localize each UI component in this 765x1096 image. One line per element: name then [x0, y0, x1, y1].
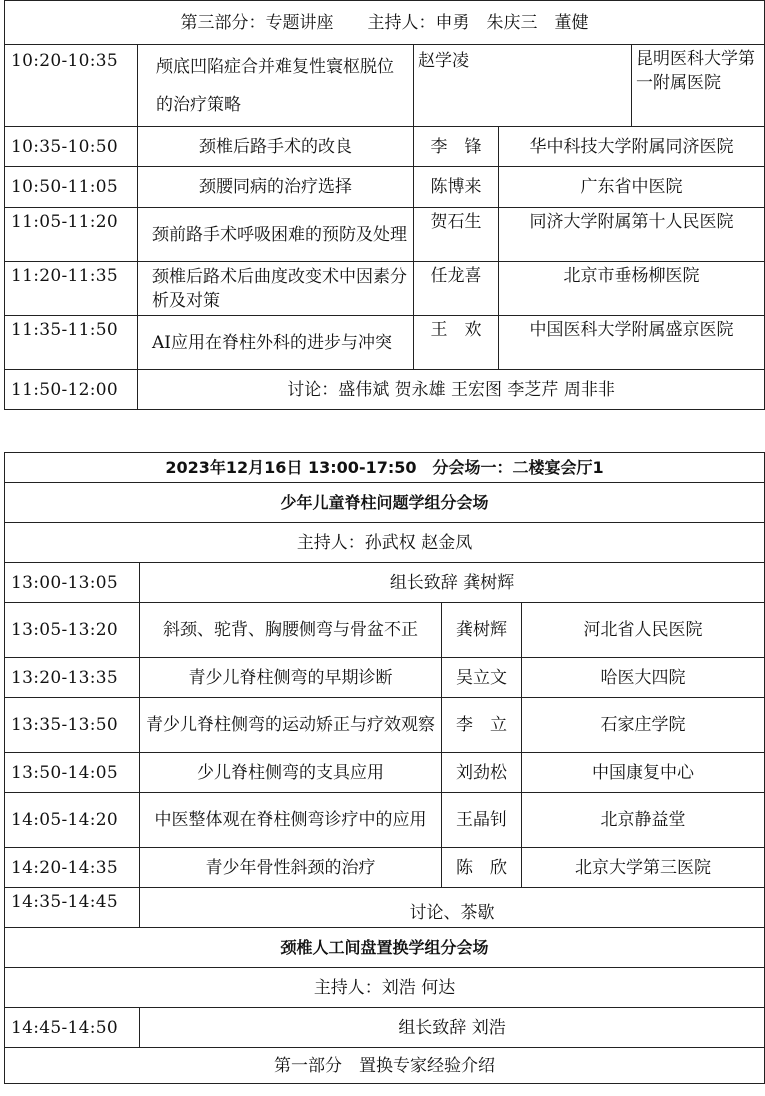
- topic-cell: 颈腰同病的治疗选择: [138, 167, 414, 208]
- table-row: [5, 698, 765, 753]
- speaker-cell: 龚树辉: [442, 603, 522, 658]
- part-row: [5, 1048, 765, 1084]
- agenda-table-morning: [4, 0, 765, 410]
- table-row: [5, 316, 765, 370]
- opening-text: 组长致辞 刘浩: [140, 1008, 765, 1048]
- hosts-row: [5, 968, 765, 1008]
- speaker-cell: 李 锋: [414, 127, 499, 167]
- speaker-cell: 王 欢: [414, 316, 499, 370]
- topic-cell: 青少儿脊柱侧弯的早期诊断: [140, 658, 442, 698]
- group2-title: 颈椎人工间盘置换学组分会场: [5, 928, 765, 968]
- part1-title: 第一部分 置换专家经验介绍: [5, 1048, 765, 1084]
- hospital-cell: 北京市垂杨柳医院: [499, 262, 765, 316]
- time-cell: 11:50-12:00: [5, 370, 138, 410]
- date-header: 2023年12月16日 13:00-17:50 分会场一：二楼宴会厅1: [5, 453, 765, 483]
- break-text: 讨论、茶歇: [140, 888, 765, 928]
- date-header-row: [5, 453, 765, 483]
- hospital-cell: 同济大学附属第十人民医院: [499, 208, 765, 262]
- hospital-cell: 华中科技大学附属同济医院: [499, 127, 765, 167]
- topic-cell: 少儿脊柱侧弯的支具应用: [140, 753, 442, 793]
- topic-cell: 颅底凹陷症合并难复性寰枢脱位的治疗策略: [138, 45, 414, 127]
- table-row: [5, 127, 765, 167]
- hospital-cell: 哈医大四院: [522, 658, 765, 698]
- hospital-cell: 广东省中医院: [499, 167, 765, 208]
- time-cell: 11:20-11:35: [5, 262, 138, 316]
- time-cell: 14:05-14:20: [5, 793, 140, 848]
- table-row: [5, 208, 765, 262]
- speaker-cell: 王晶钊: [442, 793, 522, 848]
- topic-cell: 中医整体观在脊柱侧弯诊疗中的应用: [140, 793, 442, 848]
- time-cell: 13:35-13:50: [5, 698, 140, 753]
- group-title-row: [5, 928, 765, 968]
- topic-cell: 斜颈、驼背、胸腰侧弯与骨盆不正: [140, 603, 442, 658]
- topic-cell: 青少年骨性斜颈的治疗: [140, 848, 442, 888]
- hospital-cell: 中国康复中心: [522, 753, 765, 793]
- speaker-cell: 陈 欣: [442, 848, 522, 888]
- hospital-cell: 河北省人民医院: [522, 603, 765, 658]
- topic-cell: 颈椎后路手术的改良: [138, 127, 414, 167]
- opening-row: [5, 1008, 765, 1048]
- topic-cell: AI应用在脊柱外科的进步与冲突: [138, 316, 414, 370]
- speaker-cell: 任龙喜: [414, 262, 499, 316]
- time-cell: 11:35-11:50: [5, 316, 138, 370]
- time-cell: 13:20-13:35: [5, 658, 140, 698]
- hospital-cell: 中国医科大学附属盛京医院: [499, 316, 765, 370]
- topic-cell: 青少儿脊柱侧弯的运动矫正与疗效观察: [140, 698, 442, 753]
- session-header: 第三部分：专题讲座 主持人：申勇 朱庆三 董健: [5, 1, 765, 45]
- time-cell: 10:50-11:05: [5, 167, 138, 208]
- hosts-row: [5, 523, 765, 563]
- time-cell: 13:50-14:05: [5, 753, 140, 793]
- session-header-row: [5, 1, 765, 45]
- discussion-text: 讨论：盛伟斌 贺永雄 王宏图 李芝芹 周非非: [138, 370, 765, 410]
- table-row: [5, 262, 765, 316]
- hospital-cell: 石家庄学院: [522, 698, 765, 753]
- speaker-cell: 陈博来: [414, 167, 499, 208]
- break-row: [5, 888, 765, 928]
- topic-cell: 颈前路手术呼吸困难的预防及处理: [138, 208, 414, 262]
- opening-row: [5, 563, 765, 603]
- time-cell: 13:05-13:20: [5, 603, 140, 658]
- hospital-cell: 北京大学第三医院: [522, 848, 765, 888]
- group-title-row: [5, 483, 765, 523]
- speaker-cell: 赵学凌: [414, 45, 632, 127]
- table-row: [5, 658, 765, 698]
- group1-hosts: 主持人：孙武权 赵金凤: [5, 523, 765, 563]
- speaker-cell: 李 立: [442, 698, 522, 753]
- time-cell: 13:00-13:05: [5, 563, 140, 603]
- hospital-cell: 北京静益堂: [522, 793, 765, 848]
- table-row: [5, 848, 765, 888]
- agenda-table-afternoon: [4, 452, 765, 1084]
- group1-title: 少年儿童脊柱问题学组分会场: [5, 483, 765, 523]
- time-cell: 11:05-11:20: [5, 208, 138, 262]
- speaker-cell: 贺石生: [414, 208, 499, 262]
- table-row: [5, 167, 765, 208]
- time-cell: 14:20-14:35: [5, 848, 140, 888]
- time-cell: 14:35-14:45: [5, 888, 140, 928]
- time-cell: 10:35-10:50: [5, 127, 138, 167]
- table-row: [5, 603, 765, 658]
- time-cell: 10:20-10:35: [5, 45, 138, 127]
- speaker-cell: 刘劲松: [442, 753, 522, 793]
- discussion-row: [5, 370, 765, 410]
- table-row: [5, 793, 765, 848]
- topic-cell: 颈椎后路术后曲度改变术中因素分析及对策: [138, 262, 414, 316]
- hospital-cell: 昆明医科大学第一附属医院: [632, 45, 765, 127]
- table-row: [5, 45, 765, 127]
- opening-text: 组长致辞 龚树辉: [140, 563, 765, 603]
- table-row: [5, 753, 765, 793]
- time-cell: 14:45-14:50: [5, 1008, 140, 1048]
- speaker-cell: 吴立文: [442, 658, 522, 698]
- group2-hosts: 主持人：刘浩 何达: [5, 968, 765, 1008]
